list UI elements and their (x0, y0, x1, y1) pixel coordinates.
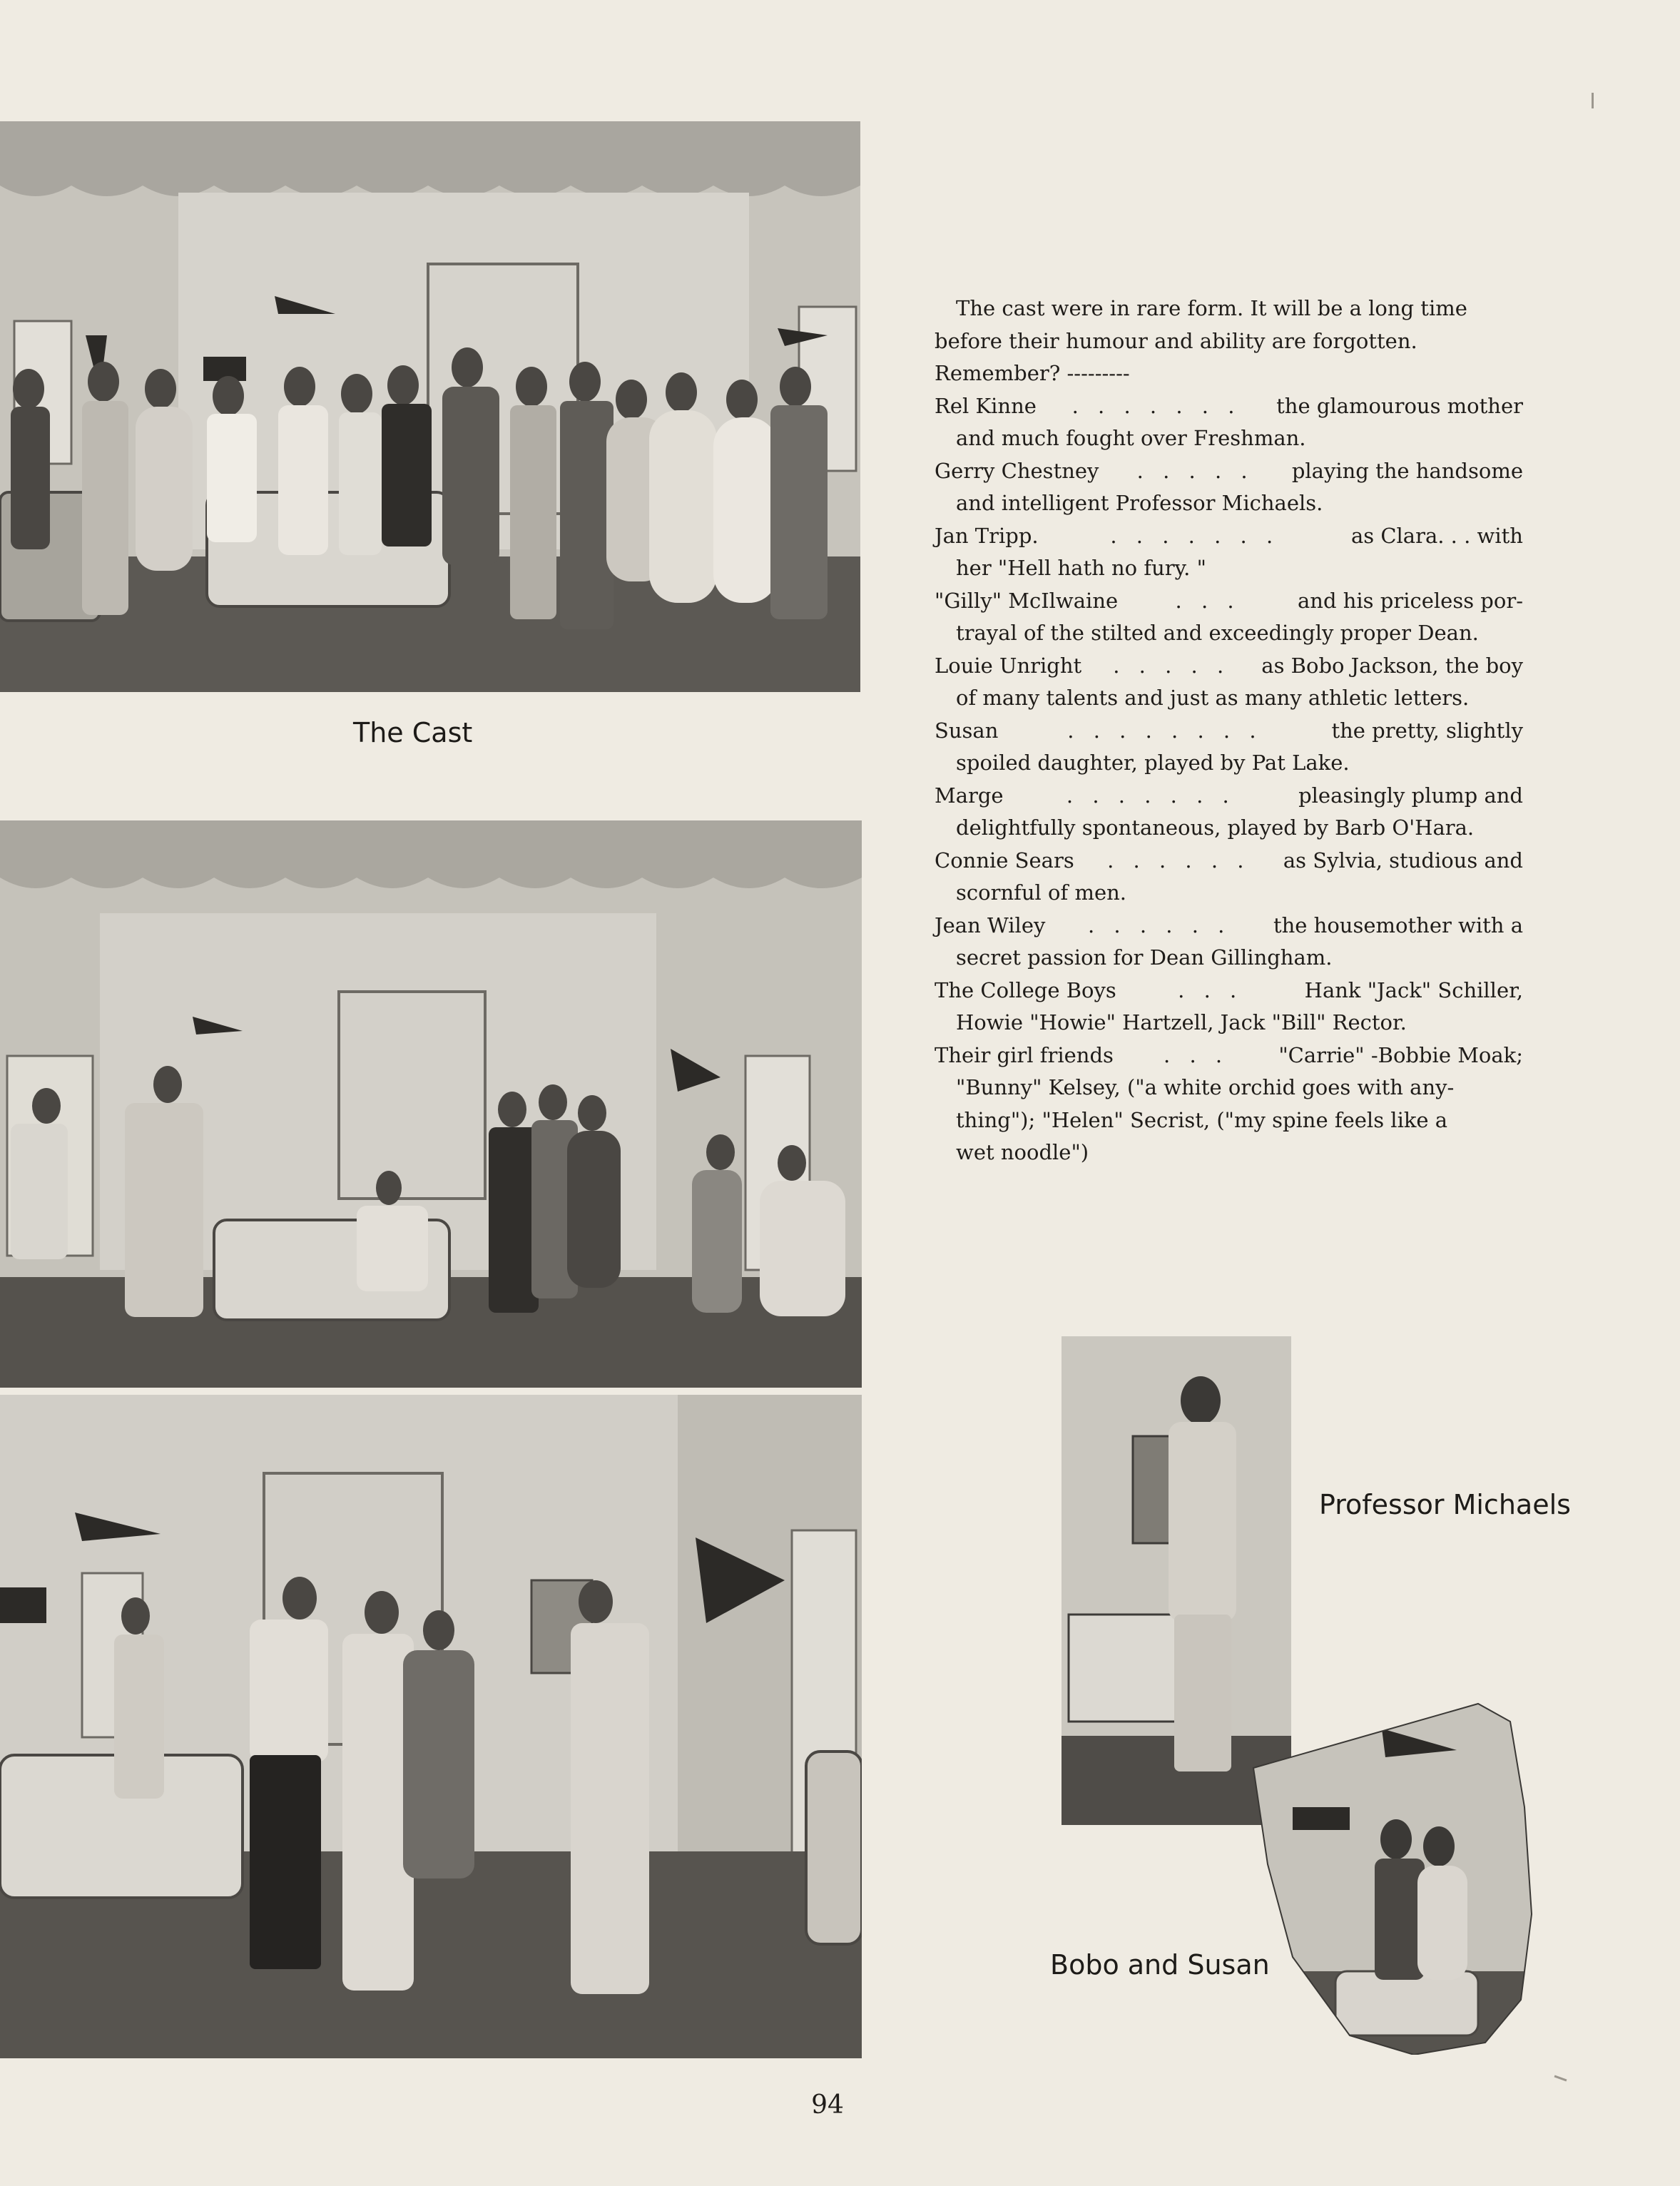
entry-name: Jean Wiley (935, 912, 1046, 937)
entry-leader: . . . (1175, 588, 1241, 613)
entry-leader: . . . . . . (1087, 912, 1231, 937)
cast-entry (935, 455, 1523, 520)
entry-leader: . . . . . . . . (1067, 718, 1263, 743)
margin-mark (1592, 93, 1594, 108)
entry-leader: . . . . . . (1107, 848, 1251, 873)
cast-entry (935, 390, 1523, 455)
entry-role: and his priceless por- (1297, 588, 1523, 613)
entry-continuation: secret passion for Dean Gillingham. (956, 945, 1333, 970)
entry-name: Gerry Chestney (935, 458, 1099, 483)
entry-role: pleasingly plump and (1298, 783, 1523, 808)
cast-entry (935, 780, 1523, 845)
entry-name: Louie Unright (935, 653, 1082, 678)
entry-continuation: scornful of men. (956, 880, 1126, 905)
entry-name: "Gilly" McIlwaine (935, 588, 1119, 613)
cast-entry (935, 520, 1523, 585)
entry-role: as Sylvia, studious and (1283, 848, 1523, 873)
cast-entry (935, 585, 1523, 650)
cast-entry (935, 1039, 1523, 1169)
entry-name: Susan (935, 718, 999, 743)
entry-name: Marge (935, 783, 1004, 808)
cast-article (935, 293, 1523, 1169)
article-intro: The cast were in rare form. It will be a long time before their humour and ability are forgotten. (935, 296, 1467, 353)
entry-name: Jan Tripp. (935, 523, 1039, 548)
cast-entry (935, 975, 1523, 1039)
entry-continuation: spoiled daughter, played by Pat Lake. (956, 751, 1350, 775)
entry-continuation: Howie "Howie" Hartzell, Jack "Bill" Rector. (956, 1010, 1407, 1034)
entry-leader: . . . . . . . (1066, 783, 1236, 808)
cast-photo (0, 121, 860, 692)
cast-entry (935, 715, 1523, 780)
page-number: 94 (811, 2090, 844, 2120)
entry-role: playing the handsome (1291, 458, 1523, 483)
entry-name: Rel Kinne (935, 393, 1037, 418)
cast-entry (935, 845, 1523, 910)
entry-name: Their girl friends (935, 1042, 1114, 1067)
entry-role: the glamourous mother (1276, 393, 1523, 418)
entry-name: Connie Sears (935, 848, 1074, 873)
entry-role: the housemother with a (1273, 912, 1523, 937)
margin-mark (1554, 2075, 1567, 2082)
entry-leader: . . . . . . . (1071, 393, 1241, 418)
entry-leader: . . . . . (1136, 458, 1254, 483)
entry-name: The College Boys (935, 977, 1116, 1002)
entry-continuation: delightfully spontaneous, played by Barb O'Hara. (956, 815, 1475, 840)
scene-two-photo (0, 820, 862, 1388)
entry-role: as Clara. . . with (1350, 523, 1523, 548)
entry-continuation: "Bunny" Kelsey, ("a white orchid goes with any- (956, 1075, 1455, 1099)
cast-caption: The Cast (353, 717, 473, 748)
entry-continuation: and much fought over Freshman. (956, 426, 1306, 450)
bobo-susan-photo (1250, 1700, 1535, 2055)
cast-entry (935, 650, 1523, 715)
entry-continuation: of many talents and just as many athletic letters. (956, 686, 1470, 710)
article-remember: Remember? --------- (935, 361, 1130, 385)
cast-entry (935, 910, 1523, 975)
entry-role: as Bobo Jackson, the boy (1261, 653, 1523, 678)
entry-continuation: trayal of the stilted and exceedingly proper Dean. (956, 621, 1479, 645)
entry-continuation: her "Hell hath no fury. " (956, 556, 1206, 580)
entry-role: the pretty, slightly (1331, 718, 1523, 743)
entry-continuation: and intelligent Professor Michaels. (956, 491, 1323, 515)
entry-leader: . . . (1178, 977, 1243, 1002)
entry-leader: . . . (1164, 1042, 1229, 1067)
entry-continuation: wet noodle") (956, 1140, 1089, 1164)
entry-continuation: thing"); "Helen" Secrist, ("my spine feels like a (956, 1107, 1448, 1132)
bobo-susan-caption: Bobo and Susan (1050, 1949, 1270, 1981)
entry-leader: . . . . . (1113, 653, 1231, 678)
entry-role: "Carrie" -Bobbie Moak; (1278, 1042, 1523, 1067)
scene-three-photo (0, 1395, 862, 2058)
entry-role: Hank "Jack" Schiller, (1304, 977, 1523, 1002)
entry-leader: . . . . . . . (1110, 523, 1280, 548)
professor-caption: Professor Michaels (1319, 1489, 1571, 1520)
